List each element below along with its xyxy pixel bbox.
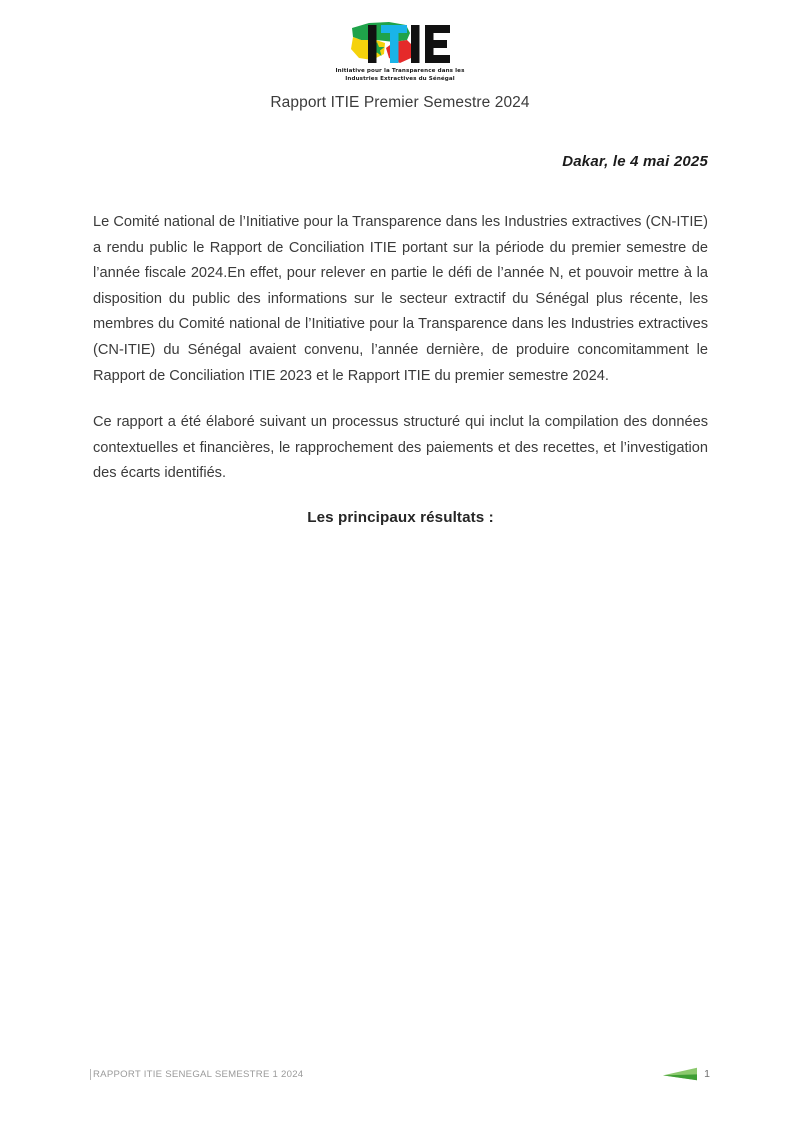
document-body [93,210,708,526]
page-number: 1 [704,1068,710,1080]
green-arrow-icon [661,1067,701,1081]
footer-left [90,1069,303,1080]
logo-tagline: Initiative pour la Transparence dans les Industries Extractives du Sénégal [335,68,465,82]
section-heading-results: Les principaux résultats : [307,508,494,526]
footer-rule-icon [90,1069,91,1080]
dateline: Dakar, le 4 mai 2025 [562,153,708,170]
itie-logo-mark [346,18,454,66]
page-footer [90,1063,710,1085]
page-title: Rapport ITIE Premier Semestre 2024 [270,94,530,111]
footer-label: RAPPORT ITIE SENEGAL SEMESTRE 1 2024 [93,1068,304,1080]
footer-right [661,1067,710,1081]
paragraph-2: Ce rapport a été élaboré suivant un processus structuré qui inclut la compilation des données contextuelles et financières, le rapprochement des paiements et des recettes, et l’investigation des écarts identifiés. [93,414,708,482]
paragraph-1: Le Comité national de l’Initiative pour la Transparence dans les Industries extractives (CN-ITIE) a rendu public le Rapport de Conciliation ITIE portant sur la période du premier semestre de l’année fiscale 2024.En effet, pour relever en partie le défi de l’année N, et pouvoir mettre à la disposition du public des informations sur le secteur extractif du Sénégal plus récente, les membres du Comité national de l’Initiative pour la Transparence dans les Industries extractives (CN-ITIE) du Sénégal avaient convenu, l’année dernière, de produire concomitamment le Rapport de Conciliation ITIE 2023 et le Rapport ITIE du premier semestre 2024. [93,214,708,384]
itie-logo [0,18,800,83]
